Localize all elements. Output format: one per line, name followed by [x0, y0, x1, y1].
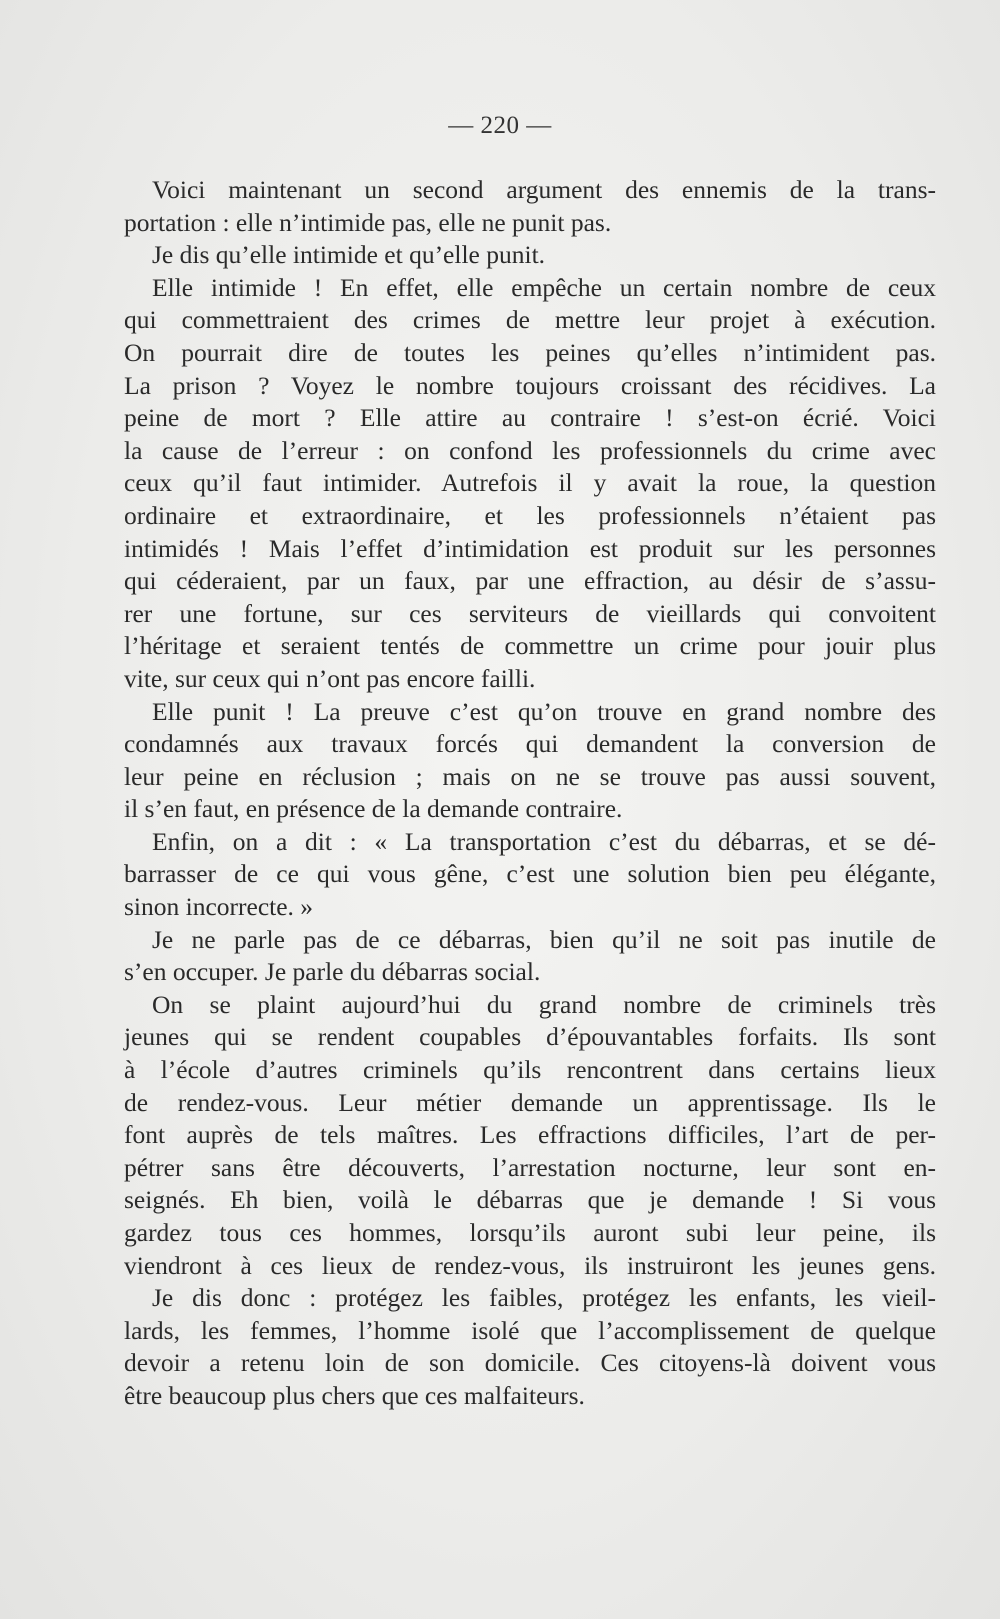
text-line: rer une fortune, sur ces serviteurs de vieillards qui convoitent: [124, 598, 936, 628]
text-line: à l’école d’autres criminels qu’ils rencontrent dans certains lieux: [124, 1055, 936, 1085]
text-line: portation : elle n’intimide pas, elle ne punit pas.: [124, 207, 612, 237]
text-line: Je dis donc : protégez les faibles, protégez les enfants, les vieil-: [152, 1283, 936, 1313]
text-line: vite, sur ceux qui n’ont pas encore failli.: [124, 663, 536, 693]
text-line: Je ne parle pas de ce débarras, bien qu’il ne soit pas inutile de: [152, 924, 936, 954]
text-line: sinon incorrecte. »: [124, 892, 314, 922]
text-line: être beaucoup plus chers que ces malfaiteurs.: [124, 1380, 585, 1410]
text-line: On se plaint aujourd’hui du grand nombre de criminels très: [152, 989, 936, 1019]
text-line: l’héritage et seraient tentés de commettre un crime pour jouir plus: [124, 631, 936, 661]
text-line: ordinaire et extraordinaire, et les professionnels n’étaient pas: [124, 500, 936, 530]
text-line: peine de mort ? Elle attire au contraire ! s’est-on écrié. Voici: [124, 403, 936, 433]
text-line: On pourrait dire de toutes les peines qu’elles n’intimident pas.: [124, 337, 936, 367]
text-line: pétrer sans être découverts, l’arrestation nocturne, leur sont en-: [124, 1152, 936, 1182]
text-line: s’en occuper. Je parle du débarras social.: [124, 957, 541, 987]
text-line: ceux qu’il faut intimider. Autrefois il y avait la roue, la question: [124, 468, 936, 498]
text-line: Voici maintenant un second argument des ennemis de la trans-: [152, 175, 936, 204]
text-line: la cause de l’erreur : on confond les professionnels du crime avec: [124, 435, 936, 465]
text-line: seignés. Eh bien, voilà le débarras que je demande ! Si vous: [124, 1185, 936, 1215]
text-line: font auprès de tels maîtres. Les effractions difficiles, l’art de per-: [124, 1120, 936, 1150]
body-text: [124, 174, 936, 1413]
text-line: Elle intimide ! En effet, elle empêche un certain nombre de ceux: [152, 272, 936, 302]
page-number: — 220 —: [448, 112, 552, 139]
text-line: il s’en faut, en présence de la demande contraire.: [124, 794, 623, 824]
text-line: condamnés aux travaux forcés qui demandent la conversion de: [124, 729, 936, 759]
text-line: viendront à ces lieux de rendez-vous, ils instruiront les jeunes gens.: [124, 1250, 936, 1280]
text-line: Je dis qu’elle intimide et qu’elle punit.: [152, 240, 546, 270]
text-line: devoir a retenu loin de son domicile. Ces citoyens-là doivent vous: [124, 1348, 936, 1378]
text-line: Elle punit ! La preuve c’est qu’on trouve en grand nombre des: [152, 696, 936, 726]
text-line: intimidés ! Mais l’effet d’intimidation est produit sur les personnes: [124, 533, 936, 563]
text-line: leur peine en réclusion ; mais on ne se trouve pas aussi souvent,: [124, 761, 936, 791]
text-line: Enfin, on a dit : « La transportation c’est du débarras, et se dé-: [152, 826, 936, 856]
text-line: La prison ? Voyez le nombre toujours croissant des récidives. La: [124, 370, 936, 400]
text-line: barrasser de ce qui vous gêne, c’est une solution bien peu élégante,: [124, 859, 936, 889]
text-line: de rendez-vous. Leur métier demande un apprentissage. Ils le: [124, 1087, 936, 1117]
text-line: qui commettraient des crimes de mettre leur projet à exécution.: [124, 305, 936, 335]
text-line: jeunes qui se rendent coupables d’épouvantables forfaits. Ils sont: [124, 1022, 936, 1052]
text-line: lards, les femmes, l’homme isolé que l’accomplissement de quelque: [124, 1315, 936, 1345]
text-line: qui céderaient, par un faux, par une effraction, au désir de s’assu-: [124, 566, 936, 596]
text-line: gardez tous ces hommes, lorsqu’ils auront subi leur peine, ils: [124, 1218, 936, 1247]
